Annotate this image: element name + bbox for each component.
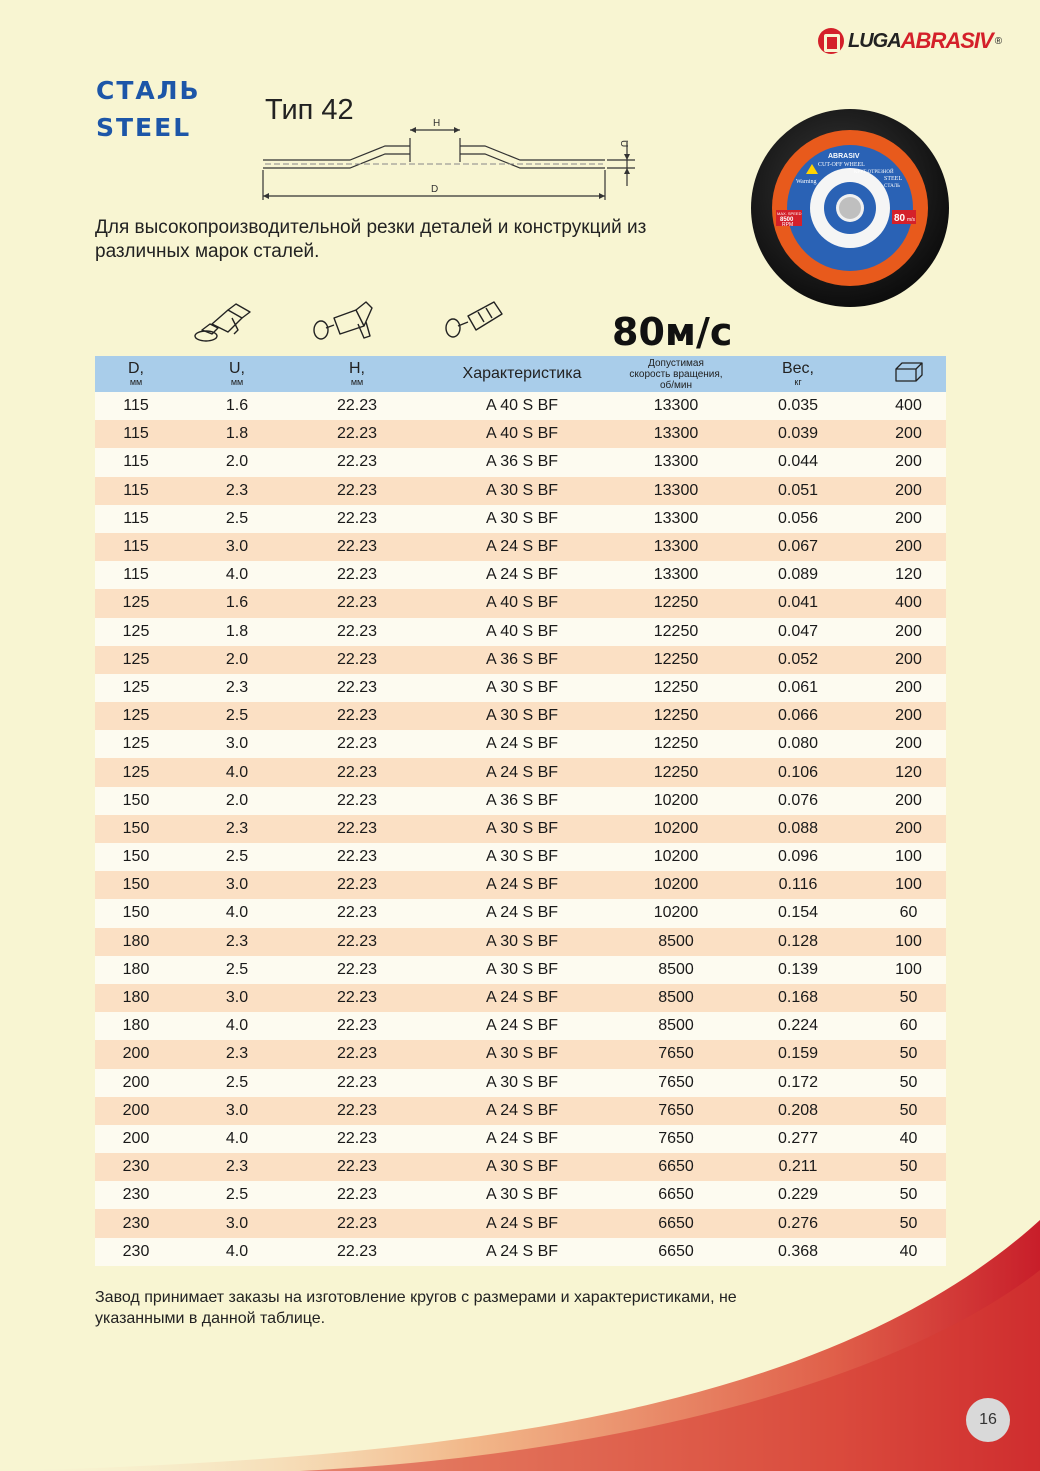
cell-speed: 12250 [627,646,725,674]
cell-thickness: 2.3 [177,674,297,702]
cell-weight: 0.089 [725,561,871,589]
disc-label-rpm-value: 8500 [780,217,794,223]
cell-quantity: 200 [871,618,946,646]
cell-speed: 6650 [627,1209,725,1237]
cell-weight: 0.056 [725,505,871,533]
cell-quantity: 120 [871,561,946,589]
wheel-type-label: Тип 42 [265,94,354,126]
cell-bore: 22.23 [297,1097,417,1125]
cell-characteristic: A 30 S BF [417,843,627,871]
cell-diameter: 230 [95,1238,177,1266]
cutting-disc-image [750,108,950,308]
cell-bore: 22.23 [297,1069,417,1097]
cell-characteristic: A 24 S BF [417,1238,627,1266]
cell-characteristic: A 30 S BF [417,956,627,984]
cell-characteristic: A 24 S BF [417,1125,627,1153]
cell-characteristic: A 40 S BF [417,618,627,646]
cell-speed: 7650 [627,1069,725,1097]
cell-thickness: 2.3 [177,815,297,843]
cell-bore: 22.23 [297,674,417,702]
cell-quantity: 400 [871,392,946,420]
cell-weight: 0.047 [725,618,871,646]
page-number: 16 [966,1398,1010,1442]
disc-label-steel-ru: СТАЛЬ [884,184,901,189]
wheel-profile-diagram [255,112,645,204]
cell-diameter: 150 [95,843,177,871]
cell-bore: 22.23 [297,392,417,420]
cell-quantity: 50 [871,1097,946,1125]
cell-characteristic: A 24 S BF [417,1012,627,1040]
cell-speed: 7650 [627,1125,725,1153]
cell-thickness: 2.5 [177,956,297,984]
table-body [95,392,946,1266]
table-row [95,730,946,758]
cell-thickness: 1.8 [177,420,297,448]
product-description: Для высокопроизводительной резки деталей и конструкций из различных марок сталей. [95,217,647,262]
cell-speed: 13300 [627,533,725,561]
cell-quantity: 200 [871,730,946,758]
column-header-weight: Вес, кг [725,356,871,392]
cell-thickness: 3.0 [177,1097,297,1125]
cell-bore: 22.23 [297,1153,417,1181]
cell-characteristic: A 30 S BF [417,1040,627,1068]
table-row [95,561,946,589]
cell-weight: 0.088 [725,815,871,843]
cell-speed: 6650 [627,1153,725,1181]
cell-quantity: 100 [871,956,946,984]
cell-weight: 0.096 [725,843,871,871]
cell-quantity: 100 [871,928,946,956]
cell-speed: 8500 [627,1012,725,1040]
brand-logo-mark-icon [818,28,844,54]
cell-weight: 0.224 [725,1012,871,1040]
diagram-label-h: H [433,118,441,129]
cell-weight: 0.051 [725,477,871,505]
cell-quantity: 40 [871,1238,946,1266]
table-row [95,1125,946,1153]
cell-weight: 0.154 [725,899,871,927]
cell-weight: 0.128 [725,928,871,956]
cell-diameter: 125 [95,758,177,786]
cell-quantity: 50 [871,1069,946,1097]
column-header-speed: Допустимая скорость вращения, об/мин [627,356,725,392]
cell-characteristic: A 24 S BF [417,899,627,927]
table-row [95,392,946,420]
cell-bore: 22.23 [297,618,417,646]
cell-weight: 0.080 [725,730,871,758]
cell-bore: 22.23 [297,730,417,758]
cell-characteristic: A 30 S BF [417,815,627,843]
cell-thickness: 4.0 [177,758,297,786]
cell-diameter: 150 [95,787,177,815]
disc-label-steel: STEEL [884,176,902,182]
table-row [95,787,946,815]
cell-diameter: 125 [95,674,177,702]
cell-bore: 22.23 [297,1181,417,1209]
cell-weight: 0.044 [725,448,871,476]
cell-thickness: 1.6 [177,392,297,420]
box-icon [894,361,924,383]
angle-grinder-icon [192,300,254,348]
cell-weight: 0.076 [725,787,871,815]
disc-label-warning: Warning [796,179,817,185]
table-row [95,420,946,448]
cell-diameter: 150 [95,899,177,927]
cell-bore: 22.23 [297,899,417,927]
cell-bore: 22.23 [297,646,417,674]
table-row [95,758,946,786]
table-row [95,871,946,899]
disc-label-rpm: RPM [782,222,794,228]
cell-quantity: 200 [871,787,946,815]
cell-weight: 0.159 [725,1040,871,1068]
cell-quantity: 60 [871,899,946,927]
brand-logo [818,28,1002,54]
cell-quantity: 50 [871,1181,946,1209]
cell-thickness: 2.5 [177,1181,297,1209]
cell-bore: 22.23 [297,787,417,815]
cell-bore: 22.23 [297,448,417,476]
cell-bore: 22.23 [297,1209,417,1237]
table-row [95,533,946,561]
cell-quantity: 200 [871,646,946,674]
column-header-bore: H, мм [297,356,417,392]
cell-quantity: 50 [871,984,946,1012]
cell-characteristic: A 36 S BF [417,646,627,674]
cell-thickness: 2.0 [177,448,297,476]
cell-quantity: 200 [871,505,946,533]
table-row [95,477,946,505]
straight-grinder-icon [310,298,376,346]
table-row [95,928,946,956]
table-row [95,674,946,702]
cell-thickness: 4.0 [177,899,297,927]
cell-weight: 0.139 [725,956,871,984]
disc-label-cutoff: CUT-OFF WHEEL [818,162,865,168]
cell-quantity: 120 [871,758,946,786]
cell-diameter: 125 [95,730,177,758]
cell-diameter: 200 [95,1069,177,1097]
cell-speed: 12250 [627,730,725,758]
cell-bore: 22.23 [297,984,417,1012]
cell-weight: 0.067 [725,533,871,561]
cell-quantity: 50 [871,1040,946,1068]
cell-characteristic: A 30 S BF [417,1153,627,1181]
cell-quantity: 400 [871,589,946,617]
cell-quantity: 40 [871,1125,946,1153]
cell-diameter: 230 [95,1209,177,1237]
cell-diameter: 125 [95,589,177,617]
cell-weight: 0.276 [725,1209,871,1237]
cell-thickness: 3.0 [177,533,297,561]
cell-diameter: 150 [95,815,177,843]
cell-diameter: 180 [95,928,177,956]
cell-characteristic: A 30 S BF [417,928,627,956]
cell-speed: 10200 [627,899,725,927]
cell-thickness: 2.3 [177,1153,297,1181]
cell-diameter: 115 [95,505,177,533]
cell-diameter: 115 [95,448,177,476]
cell-speed: 12250 [627,589,725,617]
cell-characteristic: A 36 S BF [417,448,627,476]
cell-characteristic: A 24 S BF [417,1209,627,1237]
cell-quantity: 50 [871,1209,946,1237]
column-header-thickness: U, мм [177,356,297,392]
table-row [95,984,946,1012]
cell-bore: 22.23 [297,871,417,899]
cell-diameter: 230 [95,1181,177,1209]
cell-weight: 0.168 [725,984,871,1012]
cell-characteristic: A 24 S BF [417,984,627,1012]
cell-thickness: 1.8 [177,618,297,646]
cell-thickness: 4.0 [177,1125,297,1153]
cell-bore: 22.23 [297,561,417,589]
table-row [95,1209,946,1237]
cell-quantity: 200 [871,420,946,448]
cell-weight: 0.035 [725,392,871,420]
cell-weight: 0.041 [725,589,871,617]
cell-quantity: 50 [871,1153,946,1181]
cell-diameter: 180 [95,1012,177,1040]
cell-diameter: 200 [95,1125,177,1153]
table-row [95,1069,946,1097]
cell-speed: 12250 [627,758,725,786]
cell-weight: 0.368 [725,1238,871,1266]
diagram-label-u: U [618,140,629,148]
cell-weight: 0.106 [725,758,871,786]
cell-thickness: 2.3 [177,928,297,956]
cell-speed: 10200 [627,843,725,871]
cell-diameter: 115 [95,533,177,561]
cell-characteristic: A 30 S BF [417,702,627,730]
table-row [95,899,946,927]
cell-weight: 0.061 [725,674,871,702]
cell-quantity: 200 [871,702,946,730]
cell-bore: 22.23 [297,702,417,730]
disc-label-cutoff-ru: КРУГ ОТРЕЗНОЙ [854,170,894,175]
table-row [95,1040,946,1068]
table-row [95,646,946,674]
cell-speed: 13300 [627,561,725,589]
cell-diameter: 115 [95,477,177,505]
column-header-diameter: D, мм [95,356,177,392]
cell-quantity: 100 [871,871,946,899]
cell-diameter: 200 [95,1097,177,1125]
cell-thickness: 2.5 [177,702,297,730]
cell-thickness: 2.5 [177,505,297,533]
category-title-en: STEEL [96,113,192,142]
cell-bore: 22.23 [297,928,417,956]
cell-speed: 8500 [627,956,725,984]
cell-diameter: 180 [95,984,177,1012]
max-speed-rating: 80м/с [612,310,733,354]
cell-bore: 22.23 [297,758,417,786]
cell-thickness: 3.0 [177,871,297,899]
cell-diameter: 115 [95,420,177,448]
table-row [95,815,946,843]
cell-bore: 22.23 [297,420,417,448]
diagram-label-d: D [431,184,439,195]
cell-speed: 13300 [627,392,725,420]
table-header-row [95,356,946,392]
cell-bore: 22.23 [297,1238,417,1266]
cell-thickness: 2.5 [177,843,297,871]
brand-name-part2: ABRASIV [900,28,993,53]
cell-quantity: 60 [871,1012,946,1040]
cell-thickness: 1.6 [177,589,297,617]
cell-speed: 10200 [627,871,725,899]
cell-quantity: 100 [871,843,946,871]
cell-speed: 8500 [627,984,725,1012]
cell-diameter: 125 [95,646,177,674]
cell-bore: 22.23 [297,477,417,505]
table-row [95,448,946,476]
cell-speed: 7650 [627,1040,725,1068]
cell-characteristic: A 24 S BF [417,730,627,758]
cell-quantity: 200 [871,815,946,843]
cell-characteristic: A 40 S BF [417,392,627,420]
cell-characteristic: A 36 S BF [417,787,627,815]
cell-diameter: 125 [95,618,177,646]
cell-thickness: 3.0 [177,1209,297,1237]
cell-characteristic: A 40 S BF [417,420,627,448]
cell-thickness: 2.0 [177,787,297,815]
cell-quantity: 200 [871,448,946,476]
cell-thickness: 2.5 [177,1069,297,1097]
registered-mark: ® [994,35,1003,47]
cell-speed: 8500 [627,928,725,956]
cell-characteristic: A 24 S BF [417,871,627,899]
cell-speed: 10200 [627,787,725,815]
cell-weight: 0.066 [725,702,871,730]
cell-bore: 22.23 [297,589,417,617]
cell-diameter: 115 [95,392,177,420]
specifications-table [95,356,946,1266]
table-row [95,1181,946,1209]
cell-thickness: 3.0 [177,984,297,1012]
cell-speed: 7650 [627,1097,725,1125]
category-title-ru: СТАЛЬ [96,76,201,105]
cell-characteristic: A 40 S BF [417,589,627,617]
cell-weight: 0.211 [725,1153,871,1181]
table-row [95,1097,946,1125]
table-row [95,589,946,617]
table-row [95,505,946,533]
cell-thickness: 4.0 [177,1238,297,1266]
column-header-quantity [871,356,946,392]
cell-quantity: 200 [871,533,946,561]
table-row [95,1012,946,1040]
cell-weight: 0.116 [725,871,871,899]
cell-characteristic: A 30 S BF [417,1069,627,1097]
cell-speed: 13300 [627,477,725,505]
cell-characteristic: A 30 S BF [417,1181,627,1209]
cell-bore: 22.23 [297,1125,417,1153]
cell-speed: 12250 [627,618,725,646]
cell-weight: 0.229 [725,1181,871,1209]
cell-weight: 0.172 [725,1069,871,1097]
table-row [95,1153,946,1181]
cell-diameter: 115 [95,561,177,589]
cell-characteristic: A 30 S BF [417,477,627,505]
table-row [95,1238,946,1266]
die-grinder-icon [442,294,508,342]
table-row [95,843,946,871]
disc-label-speed-unit: m/s [907,217,916,223]
cell-thickness: 2.0 [177,646,297,674]
cell-characteristic: A 24 S BF [417,533,627,561]
cell-weight: 0.039 [725,420,871,448]
disc-label-brand: ABRASIV [828,153,860,160]
cell-thickness: 3.0 [177,730,297,758]
cell-speed: 6650 [627,1238,725,1266]
cell-bore: 22.23 [297,815,417,843]
cell-thickness: 4.0 [177,561,297,589]
cell-weight: 0.277 [725,1125,871,1153]
cell-bore: 22.23 [297,505,417,533]
cell-bore: 22.23 [297,1012,417,1040]
cell-speed: 12250 [627,702,725,730]
column-header-characteristic: Характеристика [417,356,627,392]
cell-diameter: 125 [95,702,177,730]
cell-thickness: 4.0 [177,1012,297,1040]
cell-speed: 13300 [627,505,725,533]
cell-bore: 22.23 [297,956,417,984]
cell-weight: 0.208 [725,1097,871,1125]
cell-speed: 6650 [627,1181,725,1209]
table-row [95,618,946,646]
cell-bore: 22.23 [297,533,417,561]
cell-weight: 0.052 [725,646,871,674]
cell-characteristic: A 30 S BF [417,505,627,533]
disc-label-speed-badge: 80 [894,213,906,224]
cell-characteristic: A 24 S BF [417,561,627,589]
cell-diameter: 180 [95,956,177,984]
disc-label-max-speed: MAX. SPEED [777,211,802,216]
cell-diameter: 200 [95,1040,177,1068]
brand-name-part1: LUGA [848,29,901,52]
cell-characteristic: A 30 S BF [417,674,627,702]
cell-quantity: 200 [871,674,946,702]
cell-bore: 22.23 [297,843,417,871]
cell-characteristic: A 24 S BF [417,758,627,786]
cell-characteristic: A 24 S BF [417,1097,627,1125]
custom-order-note: Завод принимает заказы на изготовление кругов с размерами и характеристиками, не указанными в данной таблице. [95,1289,737,1327]
cell-speed: 13300 [627,420,725,448]
table-row [95,956,946,984]
cell-quantity: 200 [871,477,946,505]
cell-diameter: 150 [95,871,177,899]
cell-bore: 22.23 [297,1040,417,1068]
cell-speed: 10200 [627,815,725,843]
cell-diameter: 230 [95,1153,177,1181]
cell-speed: 12250 [627,674,725,702]
cell-thickness: 2.3 [177,1040,297,1068]
cell-thickness: 2.3 [177,477,297,505]
cell-speed: 13300 [627,448,725,476]
table-row [95,702,946,730]
